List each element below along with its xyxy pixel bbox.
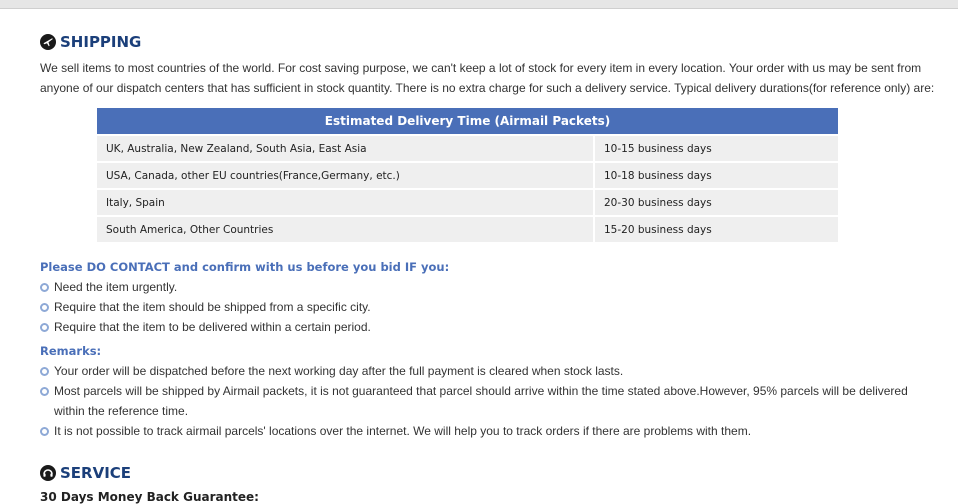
bullet-icon [40, 427, 49, 436]
table-row [97, 161, 838, 188]
shipping-heading-text: SHIPPING [60, 33, 142, 51]
time-cell: 15-20 business days [595, 215, 838, 242]
list-item-text: Most parcels will be shipped by Airmail packets, it is not guaranteed that parcel should arrive within the time stated above.However, 95% parcels will be delivered within the reference time. [54, 384, 908, 418]
service-heading [40, 464, 131, 482]
top-bar [0, 0, 958, 9]
time-cell: 20-30 business days [595, 188, 838, 215]
table-row [97, 215, 838, 242]
list-item [40, 381, 934, 421]
bullet-icon [40, 367, 49, 376]
remarks-list [40, 361, 934, 441]
contact-heading: Please DO CONTACT and confirm with us before you bid IF you: [40, 260, 450, 274]
region-cell: UK, Australia, New Zealand, South Asia, East Asia [97, 134, 595, 161]
list-item-text: Require that the item to be delivered within a certain period. [54, 320, 371, 334]
bullet-icon [40, 283, 49, 292]
list-item [40, 317, 934, 337]
bullet-icon [40, 303, 49, 312]
airplane-icon [40, 34, 56, 50]
delivery-table-title: Estimated Delivery Time (Airmail Packets) [97, 108, 838, 134]
region-cell: Italy, Spain [97, 188, 595, 215]
list-item [40, 361, 934, 381]
table-row [97, 188, 838, 215]
bullet-icon [40, 323, 49, 332]
delivery-time-table [97, 108, 838, 242]
shipping-intro: We sell items to most countries of the world. For cost saving purpose, we can't keep a lot of stock for every item in every location. Your order with us may be sent from anyone of our dispatch centers that has sufficient in stock quantity. There is no extra charge for such a delivery service. Typical delivery durations(for reference only) are: [40, 61, 935, 95]
table-row [97, 134, 838, 161]
list-item-text: Your order will be dispatched before the next working day after the full payment is cleared when stock lasts. [54, 364, 624, 378]
time-cell: 10-18 business days [595, 161, 838, 188]
list-item-text: Need the item urgently. [54, 280, 178, 294]
contact-list [40, 277, 934, 337]
list-item [40, 297, 934, 317]
list-item [40, 277, 934, 297]
time-cell: 10-15 business days [595, 134, 838, 161]
list-item [40, 421, 934, 441]
region-cell: USA, Canada, other EU countries(France,Germany, etc.) [97, 161, 595, 188]
region-cell: South America, Other Countries [97, 215, 595, 242]
money-back-guarantee-heading: 30 Days Money Back Guarantee: [40, 490, 259, 504]
remarks-heading: Remarks: [40, 344, 102, 358]
service-heading-text: SERVICE [60, 464, 132, 482]
bullet-icon [40, 387, 49, 396]
shipping-heading [40, 33, 141, 51]
headset-icon [40, 465, 56, 481]
list-item-text: It is not possible to track airmail parcels' locations over the internet. We will help you to track orders if there are problems with them. [54, 424, 752, 438]
list-item-text: Require that the item should be shipped from a specific city. [54, 300, 371, 314]
